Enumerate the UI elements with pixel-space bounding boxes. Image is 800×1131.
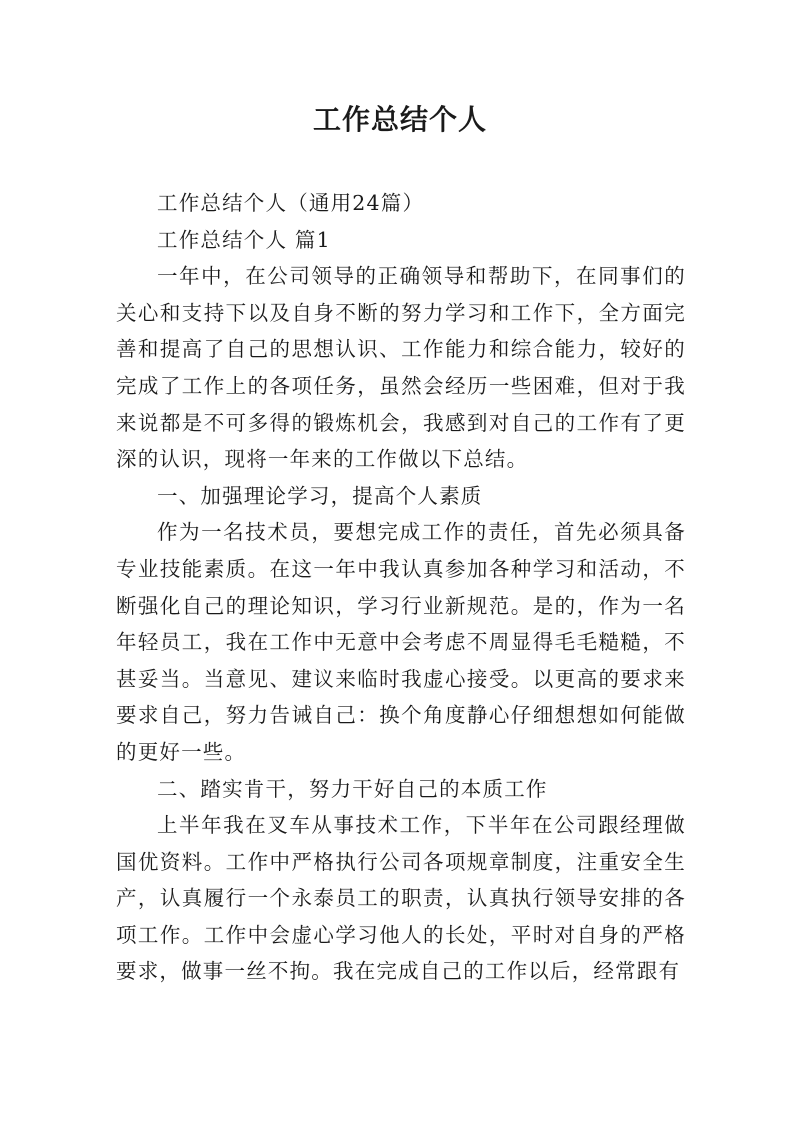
document-body <box>116 185 686 990</box>
body-paragraph: 作为一名技术员，要想完成工作的责任，首先必须具备专业技能素质。在这一年中我认真参加各种学习和活动，不断强化自己的理论知识，学习行业新规范。是的，作为一名年轻员工，我在工作中无意中会考虑不周显得毛毛糙糙，不甚妥当。当意见、建议来临时我虚心接受。以更高的要求来要求自己，努力告诫自己：换个角度静心仔细想想如何能做的更好一些。 <box>116 520 686 764</box>
document-title: 工作总结个人 <box>312 103 487 136</box>
section-heading: 二、踏实肯干，努力干好自己的本质工作 <box>157 776 548 801</box>
body-paragraph: 一年中，在公司领导的正确领导和帮助下，在同事们的关心和支持下以及自身不断的努力学习和工作下，全方面完善和提高了自己的思想认识、工作能力和综合能力，较好的完成了工作上的各项任务，虽然会经历一些困难，但对于我来说都是不可多得的锻炼机会，我感到对自己的工作有了更深的认识，现将一年来的工作做以下总结。 <box>116 264 686 472</box>
section-heading: 一、加强理论学习，提高个人素质 <box>157 483 483 508</box>
body-paragraph: 上半年我在叉车从事技术工作，下半年在公司跟经理做国优资料。工作中严格执行公司各项规章制度，注重安全生产，认真履行一个永泰员工的职责，认真执行领导安排的各项工作。工作中会虚心学习他人的长处，平时对自身的严格要求，做事一丝不拘。我在完成自己的工作以后，经常跟有 <box>116 813 686 984</box>
section-heading-part-1: 工作总结个人 篇1 <box>157 227 331 252</box>
subtitle-line: 工作总结个人（通用24篇） <box>157 191 425 215</box>
